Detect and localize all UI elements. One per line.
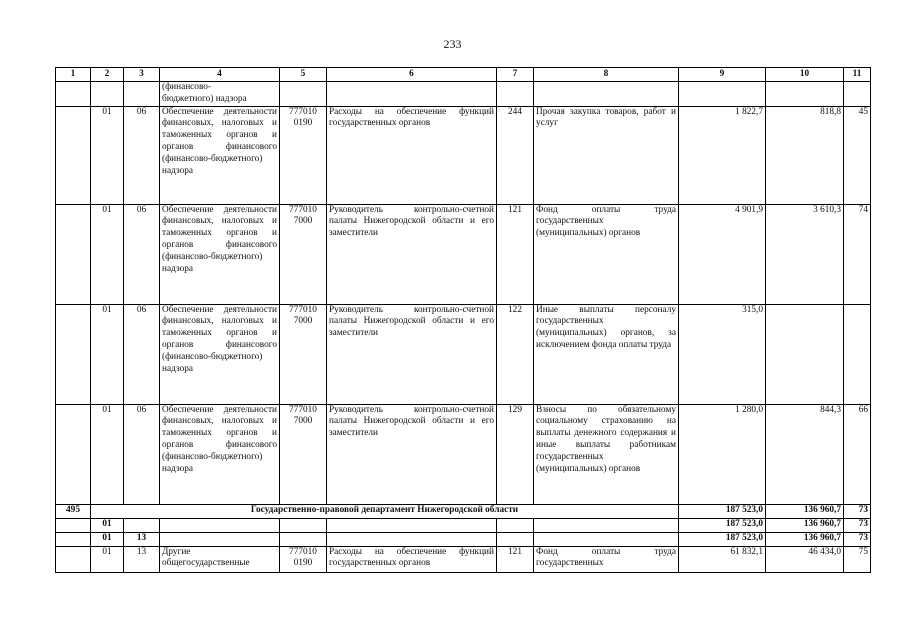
header-cell: 3 — [124, 68, 160, 82]
expense-type-code: 244 — [497, 106, 534, 204]
subsection-code: 06 — [124, 106, 160, 204]
target-name: Руководитель контрольно-счетной палаты Нижегородской области и его заместители — [327, 404, 497, 504]
target-code: 777010 7000 — [280, 204, 327, 304]
header-cell: 11 — [844, 68, 871, 82]
department-title: Государственно-правовой департамент Нижегородской области — [91, 504, 679, 518]
execution-percent: 73 — [844, 504, 871, 518]
header-cell: 7 — [497, 68, 534, 82]
activity-name: (финансово- бюджетного) надзора — [160, 82, 280, 107]
plan-amount: 187 523,0 — [679, 504, 766, 518]
section-code: 01 — [91, 518, 124, 532]
expense-type-code: 121 — [497, 204, 534, 304]
section-code: 01 — [91, 106, 124, 204]
header-row — [56, 68, 871, 82]
execution-percent: 74 — [844, 204, 871, 304]
actual-amount: 818,8 — [766, 106, 844, 204]
target-code: 777010 7000 — [280, 304, 327, 404]
execution-percent: 75 — [844, 546, 871, 572]
expense-type-name: Иные выплаты персоналу государственных (муниципальных) органов, за исключением фонда оплаты труда — [534, 304, 679, 404]
target-code: 777010 0190 — [280, 106, 327, 204]
section-code: 01 — [91, 546, 124, 572]
header-cell: 1 — [56, 68, 91, 82]
target-code: 777010 7000 — [280, 404, 327, 504]
header-cell: 6 — [327, 68, 497, 82]
activity-name: Другие общегосударственные — [160, 546, 280, 572]
actual-amount: 844,3 — [766, 404, 844, 504]
plan-amount: 61 832,1 — [679, 546, 766, 572]
department-row — [56, 504, 871, 518]
execution-percent: 45 — [844, 106, 871, 204]
page-number: 233 — [443, 37, 462, 51]
activity-name: Обеспечение деятельности финансовых, налоговых и таможенных органов и органов финансового (финансово-бюджетного) надзора — [160, 106, 280, 204]
section-code: 01 — [91, 532, 124, 546]
activity-name: Обеспечение деятельности финансовых, налоговых и таможенных органов и органов финансового (финансово-бюджетного) надзора — [160, 304, 280, 404]
header-cell: 4 — [160, 68, 280, 82]
plan-amount: 315,0 — [679, 304, 766, 404]
section-total-row — [56, 518, 871, 532]
plan-amount: 1 280,0 — [679, 404, 766, 504]
actual-amount: 3 610,3 — [766, 204, 844, 304]
plan-amount: 1 822,7 — [679, 106, 766, 204]
expense-type-code: 121 — [497, 546, 534, 572]
header-cell: 9 — [679, 68, 766, 82]
table-row — [56, 106, 871, 204]
expense-type-name: Прочая закупка товаров, работ и услуг — [534, 106, 679, 204]
target-name: Расходы на обеспечение функций государственных органов — [327, 546, 497, 572]
continuation-row — [56, 82, 871, 107]
target-code: 777010 0190 — [280, 546, 327, 572]
actual-amount: 136 960,7 — [766, 518, 844, 532]
table-row — [56, 546, 871, 572]
section-code: 01 — [91, 304, 124, 404]
actual-amount: 136 960,7 — [766, 532, 844, 546]
target-name: Руководитель контрольно-счетной палаты Нижегородской области и его заместители — [327, 204, 497, 304]
activity-name: Обеспечение деятельности финансовых, налоговых и таможенных органов и органов финансового (финансово-бюджетного) надзора — [160, 204, 280, 304]
table-row — [56, 304, 871, 404]
section-code: 01 — [91, 404, 124, 504]
header-cell: 5 — [280, 68, 327, 82]
expense-type-name: Фонд оплаты труда государственных (муниципальных) органов — [534, 204, 679, 304]
subsection-code: 13 — [124, 532, 160, 546]
execution-percent: 66 — [844, 404, 871, 504]
budget-table — [55, 67, 871, 573]
subsection-code: 06 — [124, 404, 160, 504]
table-row — [56, 404, 871, 504]
plan-amount: 187 523,0 — [679, 518, 766, 532]
department-code: 495 — [56, 504, 91, 518]
plan-amount: 187 523,0 — [679, 532, 766, 546]
table-row — [56, 204, 871, 304]
header-cell: 2 — [91, 68, 124, 82]
subsection-code: 06 — [124, 304, 160, 404]
activity-name: Обеспечение деятельности финансовых, налоговых и таможенных органов и органов финансового (финансово-бюджетного) надзора — [160, 404, 280, 504]
subsection-code: 06 — [124, 204, 160, 304]
execution-percent: 73 — [844, 532, 871, 546]
expense-type-code: 129 — [497, 404, 534, 504]
subsection-code: 13 — [124, 546, 160, 572]
header-cell: 10 — [766, 68, 844, 82]
actual-amount — [766, 304, 844, 404]
expense-type-name: Фонд оплаты труда государственных — [534, 546, 679, 572]
target-name: Руководитель контрольно-счетной палаты Нижегородской области и его заместители — [327, 304, 497, 404]
execution-percent — [844, 304, 871, 404]
header-cell: 8 — [534, 68, 679, 82]
actual-amount: 46 434,0 — [766, 546, 844, 572]
execution-percent: 73 — [844, 518, 871, 532]
subsection-total-row — [56, 532, 871, 546]
actual-amount: 136 960,7 — [766, 504, 844, 518]
plan-amount: 4 901,9 — [679, 204, 766, 304]
section-code: 01 — [91, 204, 124, 304]
expense-type-name: Взносы по обязательному социальному страхованию на выплаты денежного содержания и иные выплаты работникам государственных (муниципальных) органов — [534, 404, 679, 504]
expense-type-code: 122 — [497, 304, 534, 404]
target-name: Расходы на обеспечение функций государственных органов — [327, 106, 497, 204]
